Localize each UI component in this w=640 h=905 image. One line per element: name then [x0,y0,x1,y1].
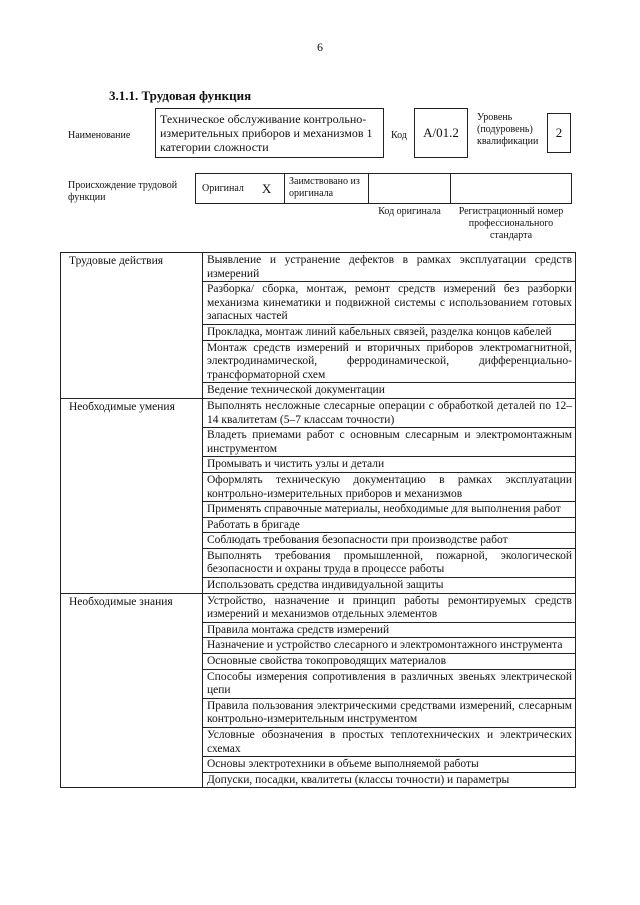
table-item-cell: Использовать средства индивидуальной защиты [203,578,576,594]
table-row [61,253,576,282]
function-details-table [60,252,576,788]
code-field: А/01.2 [414,108,468,158]
table-item-cell: Работать в бригаде [203,517,576,533]
level-field: 2 [547,113,571,153]
table-row [61,398,576,427]
table-item-cell: Назначение и устройство слесарного и электромонтажного инструмента [203,638,576,654]
table-item-cell: Способы измерения сопротивления в различных звеньях электрической цепи [203,669,576,698]
borrowed-cell: Заимствовано из оригинала [284,173,369,204]
origin-label: Происхождение трудовой функции [68,180,178,203]
table-item-cell: Промывать и чистить узлы и детали [203,457,576,473]
level-label: Уровень (подуровень) квалификации [477,112,539,147]
page-number: 6 [317,40,323,54]
section-title-cell: Трудовые действия [61,253,203,399]
original-label: Оригинал [202,183,244,194]
function-name-field: Техническое обслуживание контрольно-измерительных приборов и механизмов 1 категории сложности [155,108,384,158]
table-item-cell: Разборка/ сборка, монтаж, ремонт средств измерений без разборки механизма кинематики и подвижной системы с использованием готовых запасных частей [203,282,576,325]
table-item-cell: Прокладка, монтаж линий кабельных связей, разделка концов кабелей [203,324,576,340]
original-cell [195,173,285,204]
table-item-cell: Выявление и устранение дефектов в рамках эксплуатации средств измерений [203,253,576,282]
table-item-cell: Применять справочные материалы, необходимые для выполнения работ [203,502,576,518]
reg-number-cell [450,173,572,204]
table-item-cell: Выполнять требования промышленной, пожарной, экологической безопасности и охраны труда в процессе работы [203,548,576,577]
table-item-cell: Правила пользования электрическими средствами измерений, слесарным контрольно-измерительным инструментом [203,698,576,727]
table-item-cell: Допуски, посадки, квалитеты (классы точности) и параметры [203,772,576,788]
table-row [61,593,576,622]
name-label: Наименование [68,130,131,141]
code-label: Код [391,130,407,141]
section-title: 3.1.1. Трудовая функция [109,88,252,103]
table-item-cell: Основные свойства токопроводящих материалов [203,654,576,670]
table-item-cell: Основы электротехники в объеме выполняемой работы [203,757,576,773]
original-code-caption: Код оригинала [378,206,441,217]
table-item-cell: Устройство, назначение и принцип работы ремонтируемых средств измерений и механизмов отдельных элементов [203,593,576,622]
table-item-cell: Выполнять несложные слесарные операции с обработкой деталей по 12–14 квалитетам (5–7 классам точности) [203,398,576,427]
original-mark: X [261,180,272,196]
table-item-cell: Монтаж средств измерений и вторичных приборов электромагнитной, электродинамической, ферродинамической, дифференциально-трансформаторной схем [203,340,576,383]
table-item-cell: Соблюдать требования безопасности при производстве работ [203,533,576,549]
table-item-cell: Условные обозначения в простых теплотехнических и электрических схемах [203,728,576,757]
table-item-cell: Владеть приемами работ с основным слесарным и электромонтажным инструментом [203,428,576,457]
section-title-cell: Необходимые знания [61,593,203,788]
table-item-cell: Правила монтажа средств измерений [203,622,576,638]
table-item-cell: Ведение технической документации [203,383,576,399]
reg-number-caption: Регистрационный номер профессионального стандарта [458,206,564,241]
original-code-cell [368,173,451,204]
section-title-cell: Необходимые умения [61,398,203,593]
table-item-cell: Оформлять техническую документацию в рамках эксплуатации контрольно-измерительных приборов и механизмов [203,472,576,501]
